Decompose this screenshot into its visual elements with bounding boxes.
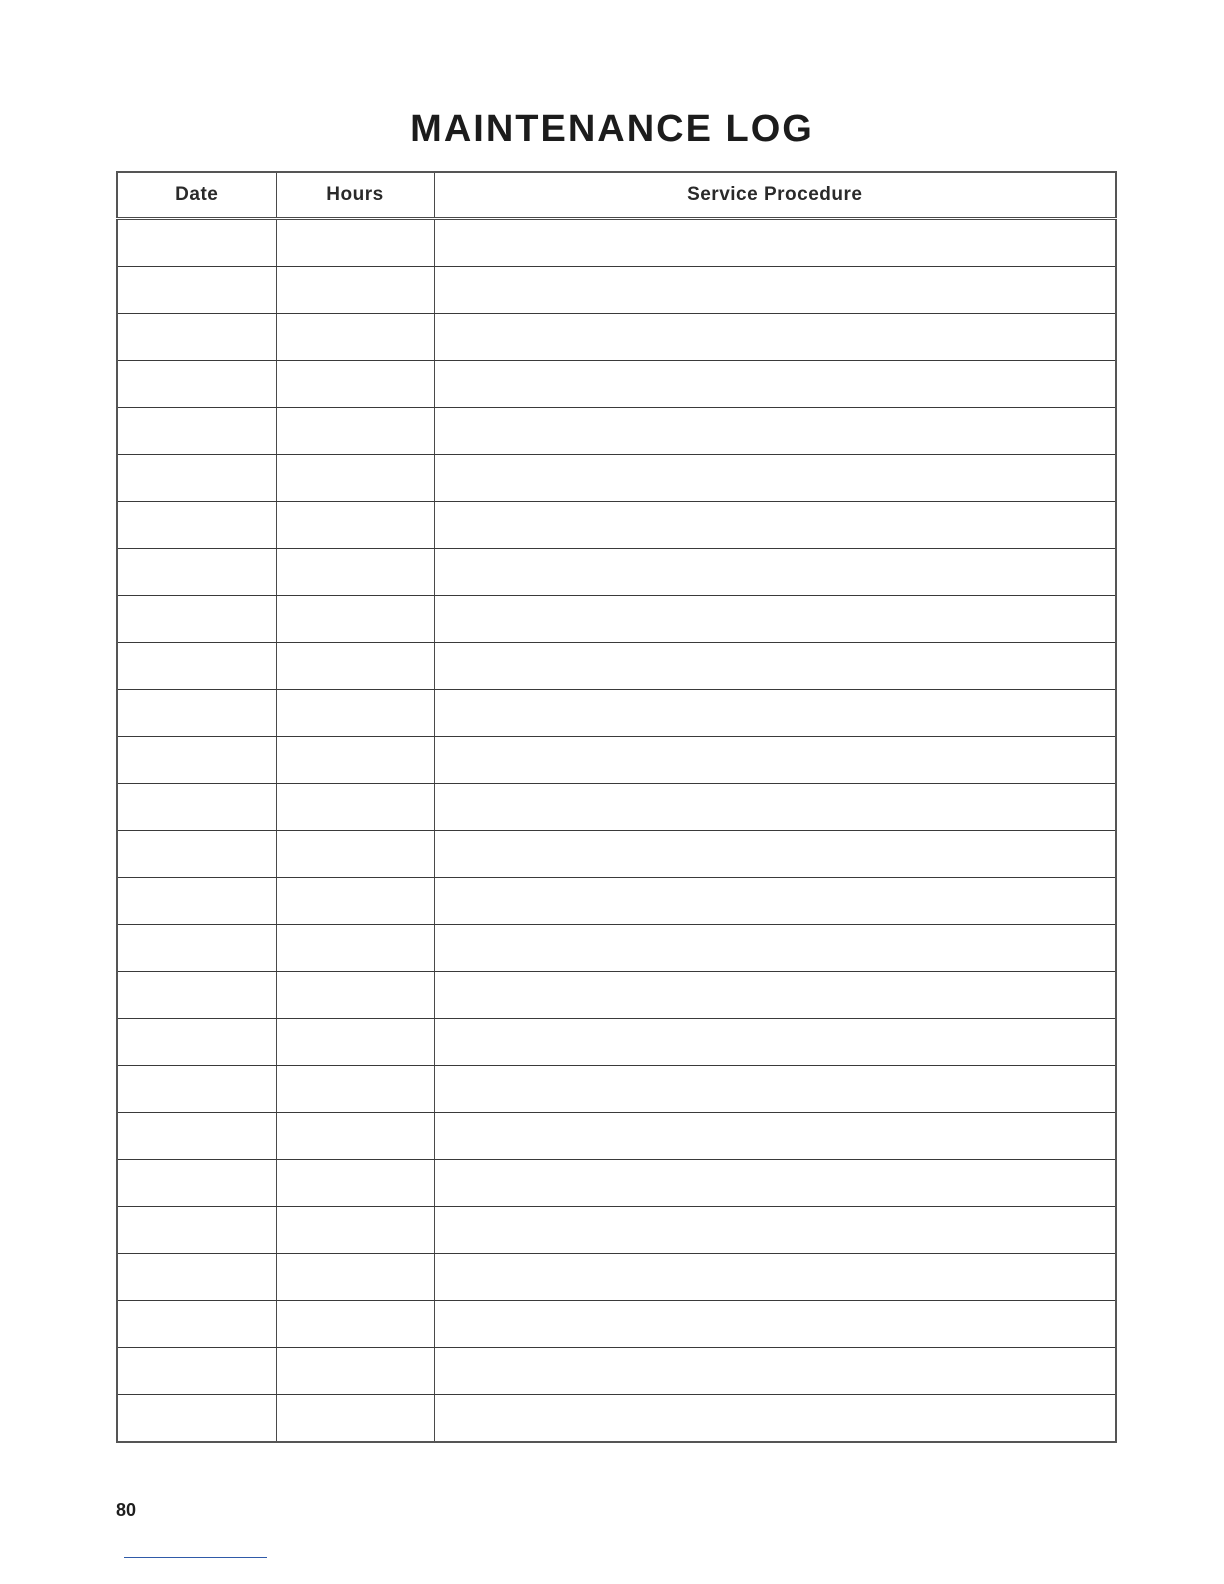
table-row — [117, 1301, 1116, 1348]
table-row — [117, 596, 1116, 643]
date-cell — [117, 643, 276, 690]
service-procedure-cell — [434, 219, 1116, 267]
table-row — [117, 1160, 1116, 1207]
service-procedure-cell — [434, 1254, 1116, 1301]
date-cell — [117, 502, 276, 549]
date-cell — [117, 1301, 276, 1348]
date-cell — [117, 690, 276, 737]
hours-cell — [276, 643, 434, 690]
service-procedure-cell — [434, 267, 1116, 314]
table-row — [117, 878, 1116, 925]
hours-cell — [276, 1160, 434, 1207]
hours-cell — [276, 219, 434, 267]
hours-cell — [276, 1301, 434, 1348]
service-procedure-cell — [434, 831, 1116, 878]
table-row — [117, 549, 1116, 596]
service-procedure-cell — [434, 737, 1116, 784]
date-cell — [117, 1395, 276, 1443]
date-cell — [117, 1207, 276, 1254]
service-procedure-cell — [434, 549, 1116, 596]
hours-cell — [276, 1207, 434, 1254]
date-cell — [117, 1019, 276, 1066]
table-row — [117, 267, 1116, 314]
table-row — [117, 314, 1116, 361]
hours-cell — [276, 314, 434, 361]
date-cell — [117, 408, 276, 455]
table-row — [117, 972, 1116, 1019]
table-row — [117, 1113, 1116, 1160]
service-procedure-cell — [434, 1019, 1116, 1066]
service-procedure-cell — [434, 1113, 1116, 1160]
hours-cell — [276, 737, 434, 784]
service-procedure-cell — [434, 1207, 1116, 1254]
service-procedure-cell — [434, 408, 1116, 455]
hours-cell — [276, 1113, 434, 1160]
date-cell — [117, 1348, 276, 1395]
table-row — [117, 1207, 1116, 1254]
service-procedure-cell — [434, 784, 1116, 831]
date-column-header: Date — [117, 172, 276, 219]
table-row — [117, 643, 1116, 690]
hours-cell — [276, 1254, 434, 1301]
date-cell — [117, 972, 276, 1019]
table-row — [117, 219, 1116, 267]
service-procedure-cell — [434, 361, 1116, 408]
date-cell — [117, 455, 276, 502]
hours-column-header: Hours — [276, 172, 434, 219]
page-title: MAINTENANCE LOG — [410, 108, 814, 150]
log-entries — [117, 219, 1116, 1443]
service-procedure-cell — [434, 1395, 1116, 1443]
hours-cell — [276, 361, 434, 408]
service-procedure-cell — [434, 596, 1116, 643]
service-procedure-cell — [434, 643, 1116, 690]
table-row — [117, 408, 1116, 455]
service-procedure-cell — [434, 972, 1116, 1019]
hours-cell — [276, 972, 434, 1019]
page-number: 80 — [116, 1500, 137, 1520]
hours-cell — [276, 549, 434, 596]
table-row — [117, 784, 1116, 831]
date-cell — [117, 737, 276, 784]
service-procedure-cell — [434, 314, 1116, 361]
table-header-row — [117, 172, 1116, 219]
date-cell — [117, 1160, 276, 1207]
hours-cell — [276, 408, 434, 455]
service-procedure-cell — [434, 502, 1116, 549]
service-procedure-cell — [434, 1066, 1116, 1113]
date-cell — [117, 219, 276, 267]
service-procedure-cell — [434, 925, 1116, 972]
table-row — [117, 455, 1116, 502]
table-row — [117, 1066, 1116, 1113]
date-cell — [117, 1113, 276, 1160]
table-row — [117, 1395, 1116, 1443]
date-cell — [117, 314, 276, 361]
service-procedure-cell — [434, 455, 1116, 502]
date-cell — [117, 549, 276, 596]
service-procedure-cell — [434, 1348, 1116, 1395]
table-row — [117, 1348, 1116, 1395]
table-row — [117, 690, 1116, 737]
date-cell — [117, 784, 276, 831]
hours-cell — [276, 1019, 434, 1066]
date-cell — [117, 925, 276, 972]
hours-cell — [276, 596, 434, 643]
hours-cell — [276, 878, 434, 925]
hours-cell — [276, 502, 434, 549]
table-row — [117, 925, 1116, 972]
hours-cell — [276, 690, 434, 737]
hours-cell — [276, 267, 434, 314]
date-cell — [117, 1254, 276, 1301]
date-cell — [117, 878, 276, 925]
date-cell — [117, 596, 276, 643]
footer-rule — [124, 1557, 267, 1558]
service-procedure-cell — [434, 690, 1116, 737]
hours-cell — [276, 784, 434, 831]
date-cell — [117, 1066, 276, 1113]
hours-cell — [276, 455, 434, 502]
service-procedure-cell — [434, 1160, 1116, 1207]
table-row — [117, 737, 1116, 784]
table-row — [117, 831, 1116, 878]
hours-cell — [276, 1348, 434, 1395]
table-row — [117, 1019, 1116, 1066]
date-cell — [117, 361, 276, 408]
table-row — [117, 361, 1116, 408]
hours-cell — [276, 1395, 434, 1443]
service-procedure-cell — [434, 878, 1116, 925]
table-row — [117, 1254, 1116, 1301]
maintenance-log-table — [116, 171, 1117, 1443]
table-row — [117, 502, 1116, 549]
service-procedure-cell — [434, 1301, 1116, 1348]
hours-cell — [276, 1066, 434, 1113]
hours-cell — [276, 925, 434, 972]
hours-cell — [276, 831, 434, 878]
date-cell — [117, 831, 276, 878]
service-procedure-column-header: Service Procedure — [434, 172, 1116, 219]
date-cell — [117, 267, 276, 314]
